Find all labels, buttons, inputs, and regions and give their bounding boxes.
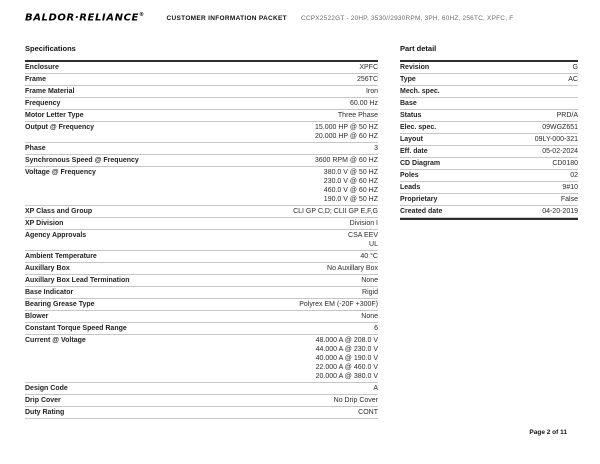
- row-values: [434, 147, 578, 156]
- row-values: [100, 123, 378, 141]
- table-row: [25, 98, 378, 110]
- table-row: [400, 86, 578, 98]
- table-row: [25, 218, 378, 230]
- document-title: CUSTOMER INFORMATION PACKET: [166, 15, 287, 23]
- table-row: [400, 134, 578, 146]
- row-value: 20.000 HP @ 60 HZ: [314, 133, 378, 140]
- table-row: [400, 74, 578, 86]
- row-values: [54, 312, 378, 321]
- row-value: 04-20-2019: [542, 208, 578, 215]
- row-value: None: [361, 277, 378, 284]
- row-label: Frequency: [25, 100, 61, 107]
- row-values: [145, 156, 378, 165]
- row-label: XP Division: [25, 220, 64, 227]
- logo-text: BALDOR·RELIANCE: [25, 12, 139, 24]
- row-label: Revision: [400, 64, 430, 71]
- page-number: Page 2 of 11: [529, 429, 567, 436]
- table-row: [400, 158, 578, 170]
- table-row: [25, 383, 378, 395]
- table-row: [400, 98, 578, 110]
- table-row: [400, 146, 578, 158]
- table-row: [25, 263, 378, 275]
- row-value: CLI GP C,D; CLII GP E,F,G: [293, 208, 378, 215]
- table-row: [25, 335, 378, 383]
- row-values: [435, 63, 578, 72]
- row-values: [79, 288, 378, 297]
- row-values: [52, 75, 378, 84]
- row-value: 230.0 V @ 60 HZ: [323, 178, 378, 185]
- row-value: 6: [374, 325, 378, 332]
- row-label: Poles: [400, 172, 419, 179]
- row-values: [70, 408, 378, 417]
- row-label: Auxillary Box: [25, 265, 70, 272]
- row-value: 05-02-2024: [542, 148, 578, 155]
- row-value: 09WGZ651: [542, 124, 578, 131]
- row-value: Iron: [365, 88, 378, 95]
- row-label: Mech. spec.: [400, 88, 440, 95]
- table-row: [25, 155, 378, 167]
- row-values: [102, 168, 378, 204]
- row-value: Rigid: [362, 289, 378, 296]
- row-values: [443, 195, 578, 204]
- row-value: None: [361, 313, 378, 320]
- specifications-table: [25, 60, 378, 419]
- row-value: CONT: [358, 409, 378, 416]
- table-row: [400, 62, 578, 74]
- part-description: CCPX2522GT - 20HP, 3530//2930RPM, 3PH, 60HZ, 256TC, XPFC, F: [300, 15, 514, 23]
- table-row: [25, 395, 378, 407]
- row-label: Output @ Frequency: [25, 124, 95, 131]
- table-row: [25, 143, 378, 155]
- row-value: 15.000 HP @ 50 HZ: [314, 124, 378, 131]
- row-label: Auxillary Box Lead Termination: [25, 277, 130, 284]
- row-label: Type: [400, 76, 416, 83]
- part-detail-section: [400, 44, 578, 220]
- table-row: [400, 194, 578, 206]
- table-row: [25, 167, 378, 206]
- row-values: [92, 231, 378, 249]
- row-label: Current @ Voltage: [25, 337, 86, 344]
- row-values: [427, 111, 578, 120]
- row-label: Leads: [400, 184, 421, 191]
- table-row: [25, 275, 378, 287]
- row-values: [90, 111, 378, 120]
- row-value: 380.0 V @ 50 HZ: [323, 169, 378, 176]
- row-value: 3600 RPM @ 60 HZ: [314, 157, 378, 164]
- row-label: CD Diagram: [400, 160, 441, 167]
- row-label: Drip Cover: [25, 397, 61, 404]
- row-values: [446, 87, 578, 96]
- row-value: No Auxillary Box: [327, 265, 378, 272]
- row-value: No Drip Cover: [333, 397, 378, 404]
- row-label: Elec. spec.: [400, 124, 437, 131]
- row-values: [423, 99, 578, 108]
- row-label: Constant Torque Speed Range: [25, 325, 127, 332]
- row-label: Layout: [400, 136, 423, 143]
- row-label: Bearing Grease Type: [25, 301, 95, 308]
- table-row: [25, 62, 378, 74]
- row-value: 02: [570, 172, 578, 179]
- row-values: [442, 123, 578, 132]
- row-value: 60.00 Hz: [349, 100, 378, 107]
- row-values: [101, 300, 378, 309]
- row-label: Eff. date: [400, 148, 428, 155]
- row-value: AC: [568, 76, 578, 83]
- row-value: 460.0 V @ 60 HZ: [323, 187, 378, 194]
- table-row: [400, 110, 578, 122]
- row-label: Synchronous Speed @ Frequency: [25, 157, 139, 164]
- table-row: [400, 170, 578, 182]
- table-row: [400, 122, 578, 134]
- row-value: Division I: [349, 220, 378, 227]
- row-value: 40.000 A @ 190.0 V: [315, 355, 378, 362]
- row-value: CD0180: [552, 160, 578, 167]
- row-label: Created date: [400, 208, 443, 215]
- row-value: False: [560, 196, 578, 203]
- row-value: Polyrex EM (-20F +300F): [299, 301, 378, 308]
- table-row: [25, 122, 378, 143]
- row-label: Blower: [25, 313, 49, 320]
- row-label: XP Class and Group: [25, 208, 93, 215]
- row-values: [74, 384, 378, 393]
- row-value: 20.000 A @ 380.0 V: [315, 373, 378, 380]
- row-values: [52, 144, 378, 153]
- row-values: [429, 135, 578, 144]
- row-value: 09LY-000-321: [534, 136, 578, 143]
- row-value: Three Phase: [337, 112, 378, 119]
- row-label: Base Indicator: [25, 289, 74, 296]
- row-label: Agency Approvals: [25, 232, 87, 239]
- registered-mark-icon: ®: [138, 12, 145, 18]
- table-row: [25, 86, 378, 98]
- baldor-reliance-logo: [25, 12, 145, 23]
- part-detail-title: Part detail: [400, 44, 437, 53]
- row-values: [422, 75, 578, 84]
- page-header: [25, 12, 580, 23]
- table-row: [400, 182, 578, 194]
- table-row: [25, 407, 378, 419]
- specifications-section: [25, 44, 378, 419]
- row-values: [103, 252, 378, 261]
- row-value: 44.000 A @ 230.0 V: [315, 346, 378, 353]
- row-value: XPFC: [359, 64, 378, 71]
- row-value: A: [373, 385, 378, 392]
- row-label: Base: [400, 100, 417, 107]
- row-values: [446, 159, 578, 168]
- table-row: [25, 110, 378, 122]
- table-row: [25, 230, 378, 251]
- row-values: [76, 264, 378, 273]
- row-value: UL: [369, 241, 378, 248]
- row-value: 256TC: [356, 76, 378, 83]
- row-values: [136, 276, 378, 285]
- table-row: [25, 311, 378, 323]
- row-values: [426, 183, 578, 192]
- row-values: [65, 63, 378, 72]
- row-values: [80, 87, 378, 96]
- row-label: Motor Letter Type: [25, 112, 84, 119]
- row-label: Frame Material: [25, 88, 75, 95]
- row-value: 9#10: [562, 184, 578, 191]
- row-label: Frame: [25, 76, 47, 83]
- part-detail-table: [400, 60, 578, 220]
- row-label: Phase: [25, 145, 46, 152]
- row-values: [98, 207, 378, 216]
- row-label: Status: [400, 112, 422, 119]
- row-value: 3: [374, 145, 378, 152]
- table-row: [400, 206, 578, 218]
- table-row: [25, 251, 378, 263]
- row-values: [448, 207, 578, 216]
- row-value: PRD/A: [556, 112, 578, 119]
- row-label: Proprietary: [400, 196, 438, 203]
- table-row: [25, 299, 378, 311]
- table-row: [25, 323, 378, 335]
- row-values: [67, 396, 378, 405]
- row-label: Enclosure: [25, 64, 59, 71]
- row-values: [133, 324, 378, 333]
- row-value: G: [572, 64, 578, 71]
- row-label: Voltage @ Frequency: [25, 169, 96, 176]
- row-label: Design Code: [25, 385, 68, 392]
- row-value: 40 °C: [360, 253, 378, 260]
- row-values: [92, 336, 378, 381]
- row-value: 190.0 V @ 50 HZ: [323, 196, 378, 203]
- row-label: Duty Rating: [25, 409, 65, 416]
- table-row: [25, 287, 378, 299]
- row-value: 48.000 A @ 208.0 V: [315, 337, 378, 344]
- row-values: [66, 99, 378, 108]
- row-values: [425, 171, 578, 180]
- table-row: [25, 206, 378, 218]
- row-value: CSA EEV: [348, 232, 378, 239]
- table-row: [25, 74, 378, 86]
- row-label: Ambient Temperature: [25, 253, 97, 260]
- specifications-title: Specifications: [25, 44, 76, 53]
- row-value: 22.000 A @ 460.0 V: [315, 364, 378, 371]
- row-values: [69, 219, 378, 228]
